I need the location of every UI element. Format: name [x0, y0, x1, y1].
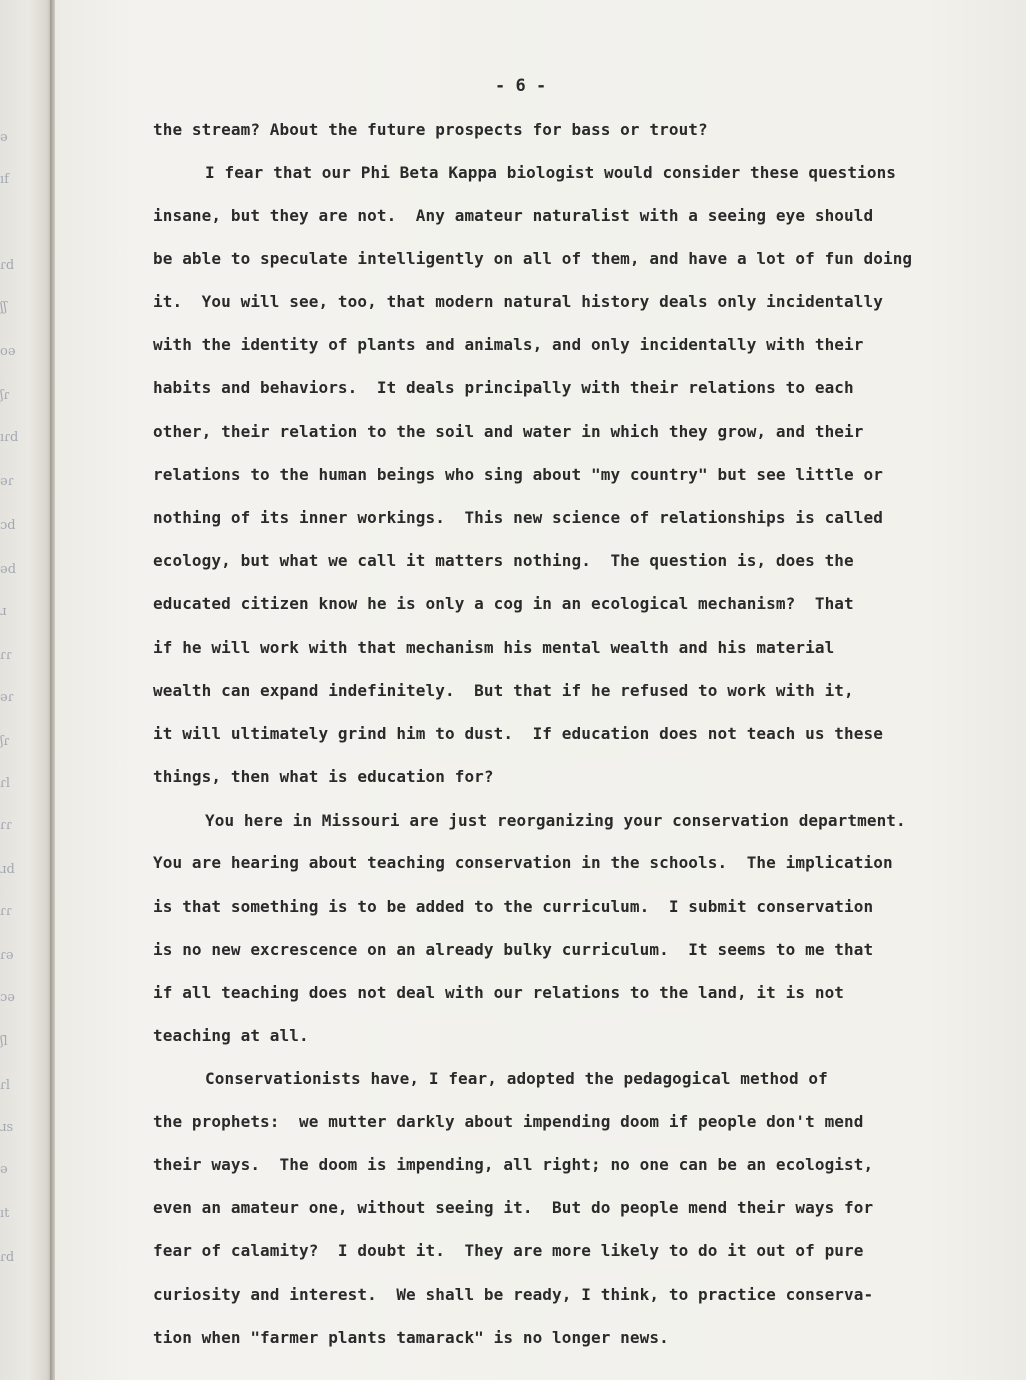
bleed-mark: ʃɾ	[0, 388, 10, 403]
text-line: Conservationists have, I fear, adopted the pedagogical method of	[205, 1069, 828, 1088]
bleed-mark: ɹ	[0, 604, 7, 619]
bleed-mark: ɾə	[0, 948, 14, 963]
bleed-mark: ɹd	[0, 862, 15, 877]
text-line: educated citizen know he is only a cog in an ecological mechanism? That	[153, 594, 854, 613]
facing-page-bleed-through	[0, 110, 30, 1330]
text-line: the stream? About the future prospects for bass or trout?	[153, 120, 708, 139]
text-line: I fear that our Phi Beta Kappa biologist would consider these questions	[205, 163, 897, 182]
bleed-mark: ɾl	[0, 1078, 11, 1093]
text-line: if all teaching does not deal with our relations to the land, it is not	[153, 983, 845, 1002]
bleed-mark: ɾd	[0, 1250, 15, 1265]
text-line: their ways. The doom is impending, all right; no one can be an ecologist,	[153, 1155, 874, 1174]
text-line: insane, but they are not. Any amateur naturalist with a seeing eye should	[153, 206, 874, 225]
bleed-mark: ɔə	[0, 990, 15, 1005]
bleed-mark: ʃɾ	[0, 734, 10, 749]
text-line: things, then what is education for?	[153, 767, 494, 786]
text-line: teaching at all.	[153, 1026, 309, 1045]
text-line: fear of calamity? I doubt it. They are more likely to do it out of pure	[153, 1241, 864, 1260]
bleed-mark: əɾ	[0, 690, 14, 705]
bleed-mark: oə	[0, 344, 16, 359]
text-line: even an amateur one, without seeing it. But do people mend their ways for	[153, 1198, 874, 1217]
text-line: it. You will see, too, that modern natural history deals only incidentally	[153, 292, 883, 311]
text-line: it will ultimately grind him to dust. If education does not teach us these	[153, 724, 883, 743]
bleed-mark: əd	[0, 562, 17, 577]
typewritten-page	[55, 0, 1026, 1380]
text-line: is that something is to be added to the curriculum. I submit conservation	[153, 897, 874, 916]
bleed-mark: ıt	[0, 1206, 10, 1221]
text-line: other, their relation to the soil and water in which they grow, and their	[153, 422, 864, 441]
bleed-mark: ɾɾ	[0, 648, 12, 663]
text-line: is no new excrescence on an already bulky curriculum. It seems to me that	[153, 940, 874, 959]
bleed-mark: ɾd	[0, 258, 15, 273]
text-line: habits and behaviors. It deals principally with their relations to each	[153, 378, 854, 397]
text-line: ecology, but what we call it matters nothing. The question is, does the	[153, 551, 854, 570]
facing-page-edge	[0, 0, 52, 1380]
bleed-mark: ıɾd	[0, 430, 19, 445]
bleed-mark: ɾɾ	[0, 904, 12, 919]
text-line: wealth can expand indefinitely. But that if he refused to work with it,	[153, 681, 854, 700]
text-line: be able to speculate intelligently on all of them, and have a lot of fun doing	[153, 249, 913, 268]
bleed-mark: ʃʃ	[0, 300, 8, 315]
bleed-mark: ʃl	[0, 1034, 8, 1049]
text-line: with the identity of plants and animals, and only incidentally with their	[153, 335, 864, 354]
bleed-mark: ə	[0, 130, 8, 145]
bleed-mark: ə	[0, 1162, 8, 1177]
text-line: curiosity and interest. We shall be ready, I think, to practice conserva-	[153, 1285, 874, 1304]
bleed-mark: ɔd	[0, 518, 16, 533]
text-line: tion when "farmer plants tamarack" is no longer news.	[153, 1328, 669, 1347]
bleed-mark: əɾ	[0, 474, 14, 489]
bleed-mark: ɹs	[0, 1120, 14, 1135]
page-number: - 6 -	[495, 76, 547, 96]
text-line: if he will work with that mechanism his mental wealth and his material	[153, 638, 835, 657]
text-line: nothing of its inner workings. This new science of relationships is called	[153, 508, 883, 527]
text-line: relations to the human beings who sing about "my country" but see little or	[153, 465, 883, 484]
bleed-mark: ɾɾ	[0, 818, 12, 833]
text-line: You are hearing about teaching conservation in the schools. The implication	[153, 853, 893, 872]
text-line: You here in Missouri are just reorganizing your conservation department.	[205, 811, 906, 830]
bleed-mark: ɾl	[0, 776, 11, 791]
text-line: the prophets: we mutter darkly about impending doom if people don't mend	[153, 1112, 864, 1131]
bleed-mark: ıf	[0, 172, 9, 187]
